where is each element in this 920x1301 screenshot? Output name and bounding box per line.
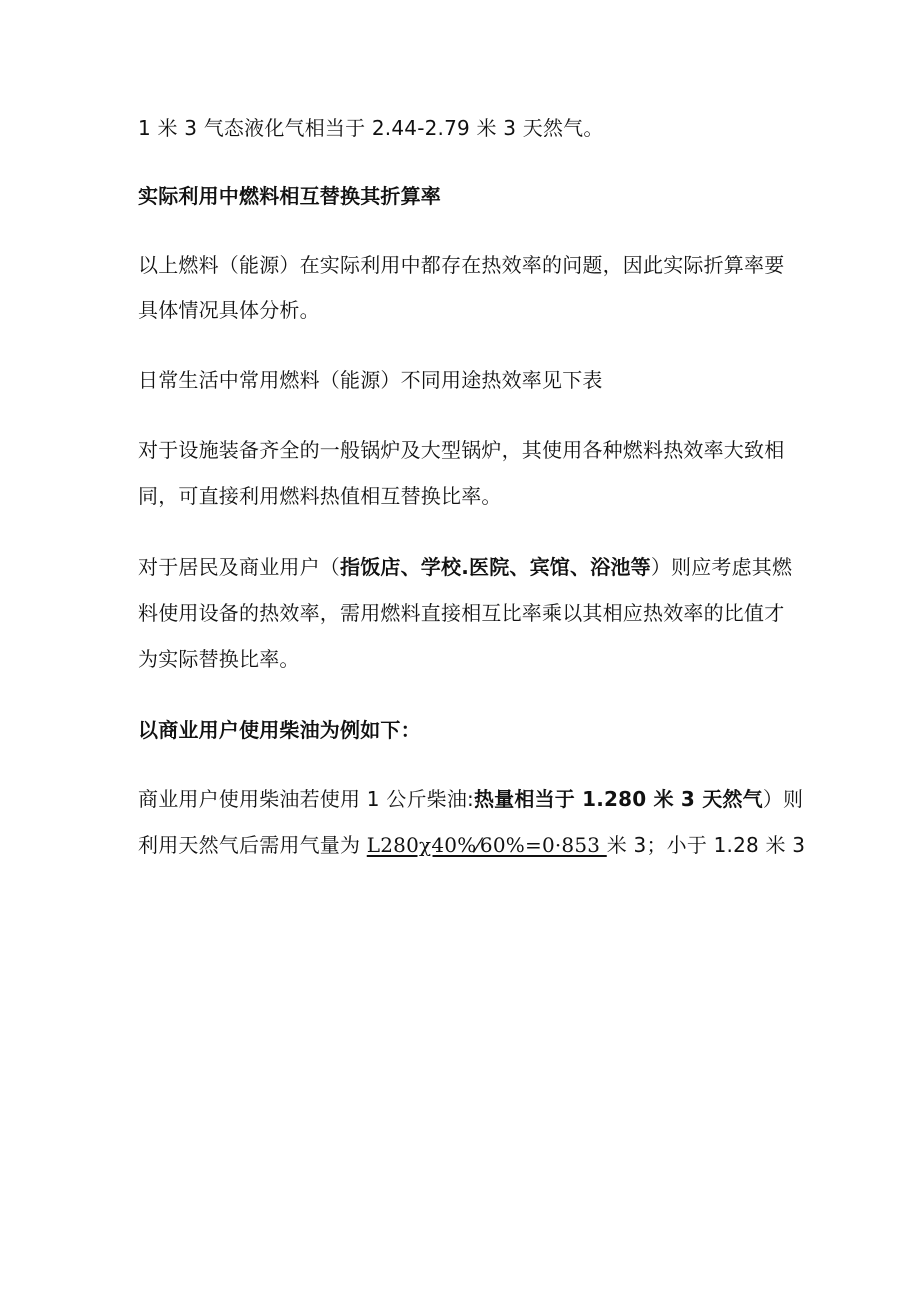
text-daily-fuel: 日常生活中常用燃料（能源）不同用途热效率见下表 <box>138 368 603 392</box>
text-diesel-heat-equivalent: 热量相当于 1.280 米 3 天然气 <box>473 787 763 811</box>
heading-fuel-conversion-rate <box>138 182 798 210</box>
text-residential-post: ）则应考虑其燃 <box>650 555 793 579</box>
paragraph-daily-fuel-table-intro <box>138 366 798 394</box>
text-gas-usage-pre: 利用天然气后需用气量为 <box>138 833 367 857</box>
heading-commercial-diesel-example <box>138 716 798 744</box>
text-boiler-2: 同，可直接利用燃料热值相互替换比率。 <box>138 484 502 508</box>
text-boiler-1: 对于设施装备齐全的一般锅炉及大型锅炉，其使用各种燃料热效率大致相 <box>138 438 785 462</box>
paragraph-residential-line-3 <box>138 645 798 673</box>
heading-text-2: 以商业用户使用柴油为例如下： <box>138 718 421 742</box>
text-residential-3: 为实际替换比率。 <box>138 647 300 671</box>
paragraph-efficiency-line-2 <box>138 296 798 324</box>
text-diesel-post: ）则 <box>762 787 804 811</box>
text-diesel-pre: 商业用户使用柴油若使用 1 公斤柴油: <box>138 787 474 811</box>
text-gas-usage-formula: L280χ40%⁄60%=0·853 <box>366 833 607 857</box>
text-efficiency-2: 具体情况具体分析。 <box>138 298 320 322</box>
text-gas-usage-post: 米 3；小于 1.28 米 3 <box>606 833 806 857</box>
paragraph-lpg-conversion <box>138 114 798 142</box>
text-residential-examples: 指饭店、学校.医院、宾馆、浴池等 <box>340 555 651 579</box>
paragraph-boiler-line-2 <box>138 482 798 510</box>
text-residential-pre: 对于居民及商业用户（ <box>138 555 340 579</box>
paragraph-residential-line-2 <box>138 599 798 627</box>
paragraph-boiler-line-1 <box>138 436 798 464</box>
paragraph-efficiency-line-1 <box>138 251 798 279</box>
text-residential-2: 料使用设备的热效率，需用燃料直接相互比率乘以其相应热效率的比值才 <box>138 601 785 625</box>
paragraph-residential-line-1 <box>138 553 798 581</box>
paragraph-diesel-line-2 <box>138 831 806 859</box>
paragraph-diesel-line-1 <box>138 785 804 813</box>
text-lpg-conversion: 1 米 3 气态液化气相当于 2.44-2.79 米 3 天然气。 <box>138 116 604 140</box>
text-efficiency-1: 以上燃料（能源）在实际利用中都存在热效率的问题，因此实际折算率要 <box>138 253 785 277</box>
heading-text: 实际利用中燃料相互替换其折算率 <box>138 184 441 208</box>
